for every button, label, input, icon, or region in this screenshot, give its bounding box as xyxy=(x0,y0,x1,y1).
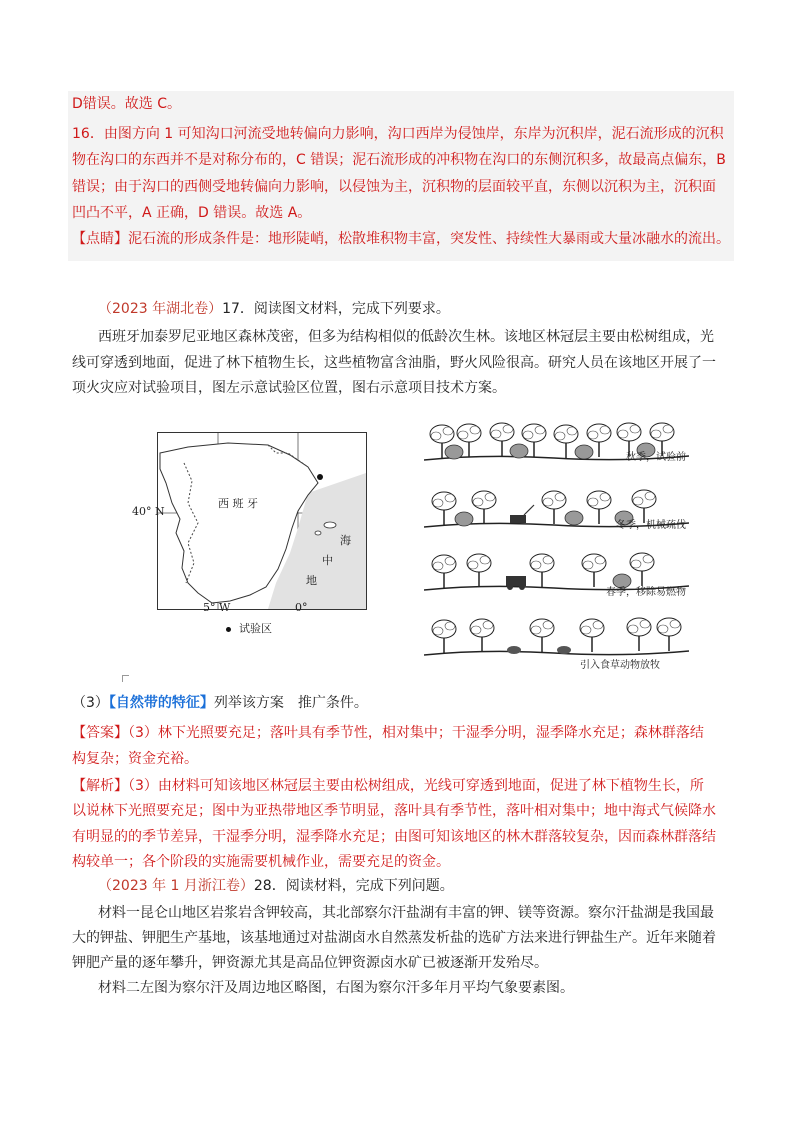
corner-mark xyxy=(122,675,129,682)
map-graphic xyxy=(158,433,366,609)
analysis-line: 以说林下光照要充足；图中为亚热带地区季节明显，落叶具有季节性，落叶相对集中；地中海式气候降水 xyxy=(72,803,716,819)
question-source: （2023 年湖北卷） xyxy=(98,301,223,317)
technique-figure xyxy=(424,405,689,667)
material-paragraph: 材料二左图为察尔汗及周边地区略图，右图为察尔汗多年月平均气象要素图。 xyxy=(98,980,574,996)
map-label-latitude: 40° N xyxy=(132,505,165,518)
material-paragraph: 线可穿透到地面，促进了林下植物生长，这些植物富含油脂，野火风险很高。研究人员在该地区开展了一 xyxy=(72,355,716,371)
stage-caption: 引入食草动物放牧 xyxy=(580,660,660,671)
answer-line: 错误；由于沟口的西侧受地转偏向力影响，以侵蚀为主，沉积物的层面较平直，东侧以沉积为主，沉积面 xyxy=(72,179,716,195)
question-source: （2023 年 1 月浙江卷） xyxy=(98,878,254,894)
map-legend xyxy=(226,620,272,636)
answer-line: 物在沟口的东西并不是对称分布的，C 错误；泥石流形成的冲积物在沟口的东侧沉积多，故最高点偏东，B xyxy=(72,152,726,168)
answer-line: 16．由图方向 1 可知沟口河流受地转偏向力影响，沟口西岸为侵蚀岸，东岸为沉积岸，泥石流形成的沉积 xyxy=(72,126,724,142)
question-title: 28．阅读材料，完成下列问题。 xyxy=(253,878,454,894)
question-title: 17．阅读图文材料，完成下列要求。 xyxy=(222,301,450,317)
answer-line: D错误。故选 C。 xyxy=(72,96,182,112)
map-label-longitude-zero: 0° xyxy=(295,601,308,614)
stage-caption: 春季，移除易燃物 xyxy=(606,587,686,598)
stage-caption: 冬季，机械疏伐 xyxy=(616,520,686,531)
answer-line: 构复杂；资金充裕。 xyxy=(72,751,198,767)
tip-line: 【点睛】泥石流的形成条件是：地形陡峭，松散堆积物丰富，突发性、持续性大暴雨或大量冰融水的流出。 xyxy=(72,231,730,247)
material-paragraph: 大的钾盐、钾肥生产基地，该基地通过对盐湖卤水自然蒸发析盐的选矿方法来进行钾盐生产。近年来随着 xyxy=(72,930,716,946)
map-label-sea: 地 xyxy=(306,574,317,587)
material-paragraph: 材料一昆仑山地区岩浆岩含钾较高，其北部察尔汗盐湖有丰富的钾、镁等资源。察尔汗盐湖是我国最 xyxy=(98,905,714,921)
answer-line: 凹凸不平，A 正确，D 错误。故选 A。 xyxy=(72,205,312,221)
analysis-line: 构较单一；各个阶段的实施需要机械作业，需要充足的资金。 xyxy=(72,854,450,870)
sub-question-number: （3） xyxy=(72,695,109,711)
legend-label: 试验区 xyxy=(239,622,272,635)
material-paragraph: 项火灾应对试验项目，图左示意试验区位置，图右示意项目技术方案。 xyxy=(72,380,506,396)
map-label-country: 西 班 牙 xyxy=(218,497,258,510)
map-label-longitude-west: 5° W xyxy=(203,601,231,614)
question-header xyxy=(98,876,454,896)
map-label-sea: 中 xyxy=(322,554,333,567)
forest-stages-graphic xyxy=(424,405,689,667)
location-map xyxy=(157,432,367,610)
stage-caption: 秋季，试验前 xyxy=(626,452,686,463)
question-header xyxy=(98,299,450,319)
legend-dot-icon xyxy=(226,627,231,632)
test-site-marker xyxy=(317,474,323,480)
answer-line: 【答案】（3）林下光照要充足；落叶具有季节性，相对集中；干湿季分明，湿季降水充足；森林群落结 xyxy=(72,725,704,741)
map-label-sea: 海 xyxy=(340,534,351,547)
analysis-line: 有明显的的季节差异，干湿季分明，湿季降水充足；由图可知该地区的林木群落较复杂，因而森林群落结 xyxy=(72,829,716,845)
material-paragraph: 钾肥产量的逐年攀升，钾资源尤其是高品位钾资源卤水矿已被逐渐开发殆尽。 xyxy=(72,955,548,971)
analysis-line: 【解析】（3）由材料可知该地区林冠层主要由松树组成，光线可穿透到地面，促进了林下植物生长，所 xyxy=(72,778,704,794)
material-paragraph: 西班牙加泰罗尼亚地区森林茂密，但多为结构相似的低龄次生林。该地区林冠层主要由松树组成，光 xyxy=(98,329,714,345)
sub-question xyxy=(72,693,368,713)
sub-question-tag: 【自然带的特征】 xyxy=(108,695,214,711)
sub-question-text: 列举该方案 推广条件。 xyxy=(213,695,368,711)
